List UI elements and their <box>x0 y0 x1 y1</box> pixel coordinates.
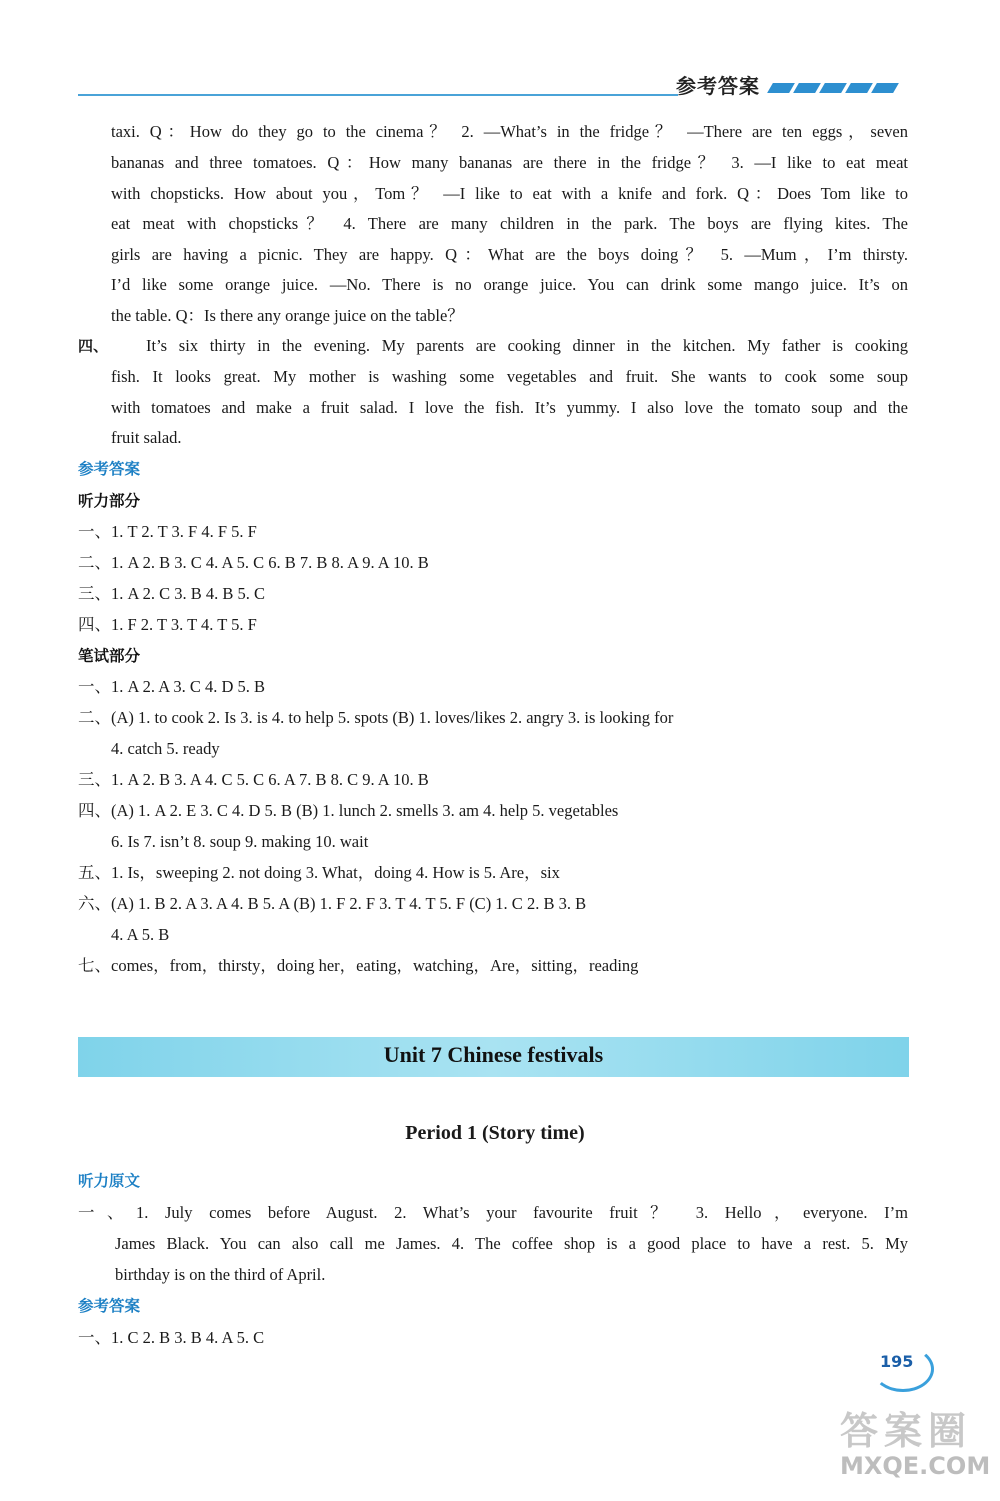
answer-line: 二、(A) 1. to cook 2. Is 3. is 4. to help 5. spots (B) 1. loves/likes 2. angry 3. is looking for <box>78 708 674 727</box>
period-listening-line: James Black. You can also call me James. 4. The coffee shop is a good place to have a rest. 5. My <box>115 1234 908 1253</box>
transcript-line: with chopsticks. How about you，Tom？ —I like to eat with a knife and fork. Q：Does Tom like to <box>111 184 908 203</box>
paragraph-line: with tomatoes and make a fruit salad. I love the fish. It’s yummy. I also love the tomato soup and the <box>111 398 908 417</box>
transcript-line: I’d like some orange juice. —No. There is no orange juice. You can drink some mango juice. It’s on <box>111 275 908 294</box>
answer-line: 三、1. A 2. C 3. B 4. B 5. C <box>78 584 266 603</box>
answer-line: 6. Is 7. isn’t 8. soup 9. making 10. wait <box>111 832 369 851</box>
listening-heading: 听力部分 <box>78 492 141 510</box>
paragraph-label: 四、 <box>78 337 109 355</box>
period-answers-heading: 参考答案 <box>78 1297 141 1315</box>
paragraph-line: fish. It looks great. My mother is washing some vegetables and fruit. She wants to cook some soup <box>111 367 908 386</box>
answer-line: 六、(A) 1. B 2. A 3. A 4. B 5. A (B) 1. F 2. F 3. T 4. T 5. F (C) 1. C 2. B 3. B <box>78 894 587 913</box>
period-title: Period 1 (Story time) <box>405 1122 585 1144</box>
period-listening-line: birthday is on the third of April. <box>115 1265 326 1284</box>
answers-heading: 参考答案 <box>78 460 141 478</box>
paragraph-line: fruit salad. <box>111 428 182 447</box>
answer-line: 一、1. T 2. T 3. F 4. F 5. F <box>78 522 257 541</box>
answer-line: 五、1. Is，sweeping 2. not doing 3. What，doing 4. How is 5. Are，six <box>78 863 560 882</box>
transcript-line: bananas and three tomatoes. Q：How many bananas are there in the fridge？ 3. —I like to eat meat <box>111 153 908 172</box>
period-listening-line: 一、1. July comes before August. 2. What’s your favourite fruit？ 3. Hello，everyone. I’m <box>78 1203 908 1222</box>
period-listening-heading: 听力原文 <box>78 1172 141 1190</box>
unit-banner <box>78 1037 909 1077</box>
answer-line: 四、1. F 2. T 3. T 4. T 5. F <box>78 615 257 634</box>
header-decoration <box>770 80 910 96</box>
header-rule <box>78 94 678 96</box>
paragraph-line: It’s six thirty in the evening. My parents are cooking dinner in the kitchen. My father is cooking <box>146 336 908 355</box>
transcript-line: the table. Q：Is there any orange juice on the table？ <box>111 306 464 325</box>
answer-line: 三、1. A 2. B 3. A 4. C 5. C 6. A 7. B 8. C 9. A 10. B <box>78 770 429 789</box>
answer-line: 二、1. A 2. B 3. C 4. A 5. C 6. B 7. B 8. A 9. A 10. B <box>78 553 429 572</box>
transcript-line: eat meat with chopsticks？ 4. There are many children in the park. The boys are flying kites. The <box>111 214 908 233</box>
answer-line: 七、comes，from，thirsty，doing her，eating，watching，Are，sitting，reading <box>78 956 639 975</box>
written-heading: 笔试部分 <box>78 647 141 665</box>
period-answer-line: 一、1. C 2. B 3. B 4. A 5. C <box>78 1328 265 1347</box>
header-title: 参考答案 <box>676 74 760 98</box>
transcript-line: taxi. Q：How do they go to the cinema？ 2. —What’s in the fridge？ —There are ten eggs，seven <box>111 122 908 141</box>
transcript-line: girls are having a picnic. They are happy. Q：What are the boys doing？ 5. —Mum，I’m thirsty. <box>111 245 908 264</box>
watermark-logo: 答案圈 <box>840 1409 973 1453</box>
answer-line: 四、(A) 1. A 2. E 3. C 4. D 5. B (B) 1. lunch 2. smells 3. am 4. help 5. vegetables <box>78 801 619 820</box>
answer-line: 4. A 5. B <box>111 925 170 944</box>
answer-line: 一、1. A 2. A 3. C 4. D 5. B <box>78 677 266 696</box>
answer-line: 4. catch 5. ready <box>111 739 220 758</box>
page-number: 195 <box>880 1352 914 1371</box>
unit-title: Unit 7 Chinese festivals <box>383 1042 604 1067</box>
watermark-url: MXQE.COM <box>840 1452 991 1480</box>
